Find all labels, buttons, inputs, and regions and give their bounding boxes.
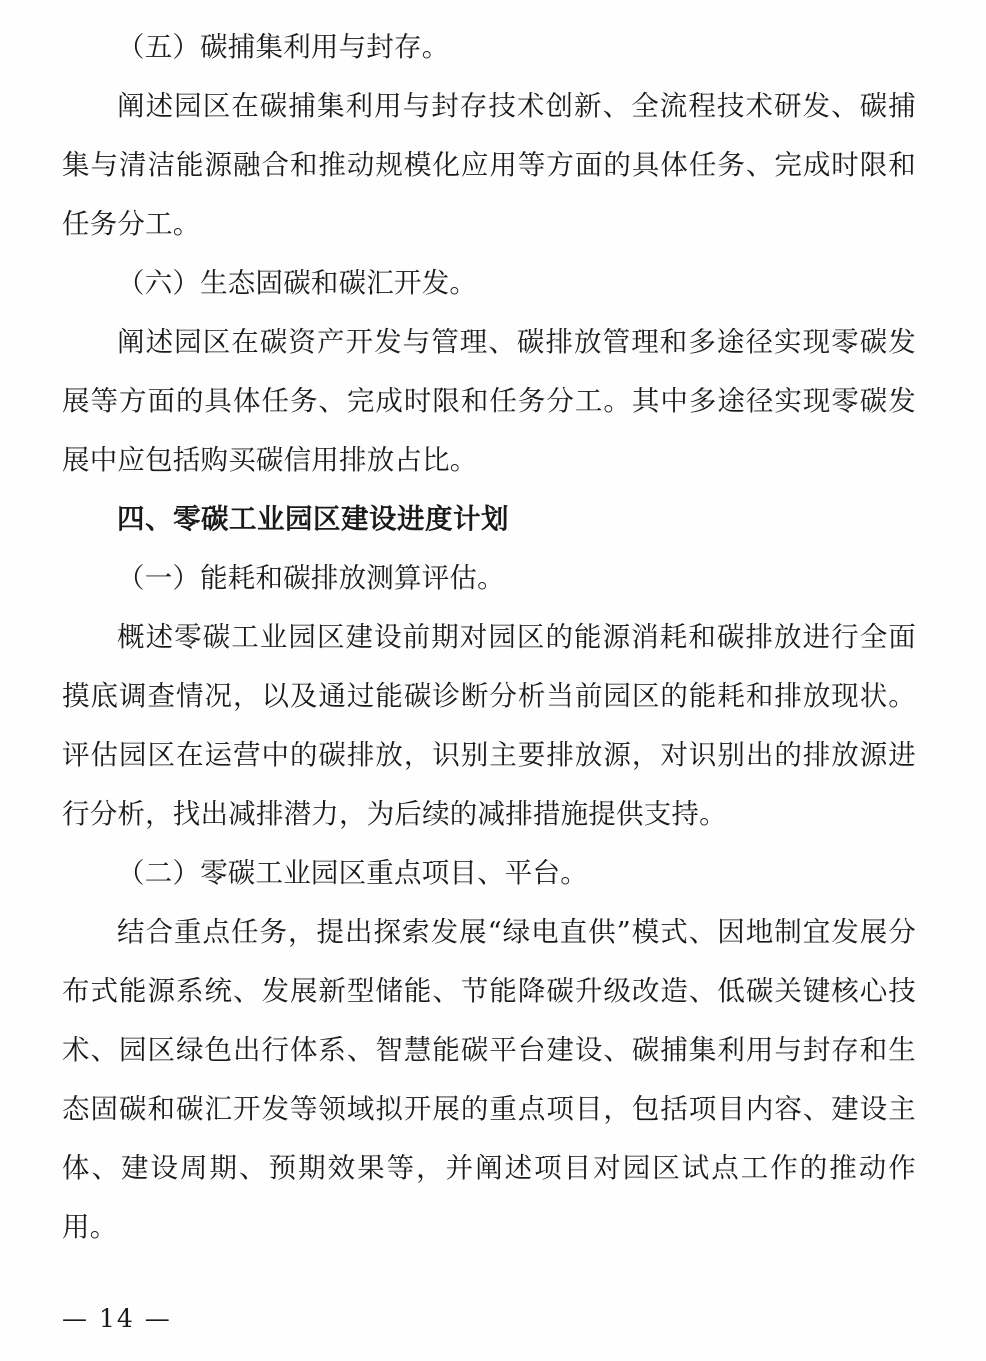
paragraph-subsection-two-title: （二）零碳工业园区重点项目、平台。 [117,857,588,889]
document-body [62,18,916,1257]
paragraph-subsection-one-body: 概述零碳工业园区建设前期对园区的能源消耗和碳排放进行全面摸底调查情况，以及通过能碳诊断分析当前园区的能耗和排放现状。评估园区在运营中的碳排放，识别主要排放源，对识别出的排放源进行分析，找出减排潜力，为后续的减排措施提供支持。 [62,621,916,830]
paragraph-section-six-title: （六）生态固碳和碳汇开发。 [117,267,478,299]
paragraph-section-five-title: （五）碳捕集利用与封存。 [117,31,450,63]
paragraph-section-six-body: 阐述园区在碳资产开发与管理、碳排放管理和多途径实现零碳发展等方面的具体任务、完成时限和任务分工。其中多途径实现零碳发展中应包括购买碳信用排放占比。 [62,326,916,476]
section-heading-four: 四、零碳工业园区建设进度计划 [117,503,509,535]
page-number: — 14 — [62,1304,172,1333]
paragraph-subsection-one-title: （一）能耗和碳排放测算评估。 [117,562,505,594]
paragraph-section-five-body: 阐述园区在碳捕集利用与封存技术创新、全流程技术研发、碳捕集与清洁能源融合和推动规模化应用等方面的具体任务、完成时限和任务分工。 [62,90,916,240]
paragraph-subsection-two-body: 结合重点任务，提出探索发展“绿电直供”模式、因地制宜发展分布式能源系统、发展新型储能、节能降碳升级改造、低碳关键核心技术、园区绿色出行体系、智慧能碳平台建设、碳捕集利用与封存和生态固碳和碳汇开发等领域拟开展的重点项目，包括项目内容、建设主体、建设周期、预期效果等，并阐述项目对园区试点工作的推动作用。 [62,916,916,1243]
